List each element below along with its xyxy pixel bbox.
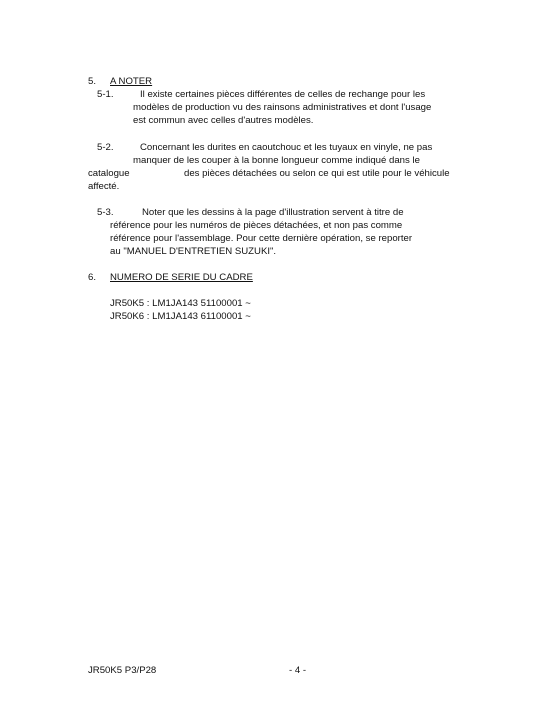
item-5-3-line-2: référence pour les numéros de pièces détachées, et non pas comme bbox=[110, 220, 403, 231]
item-5-1-line-3: est commun avec celles d'autres modèles. bbox=[133, 115, 314, 126]
footer-page-number: - 4 - bbox=[289, 665, 307, 676]
section-6-title: NUMERO DE SERIE DU CADRE bbox=[110, 272, 253, 283]
serial-entry-jr50k5: JR50K5 : LM1JA143 51100001 ~ bbox=[110, 298, 251, 309]
item-5-3-number: 5-3. bbox=[97, 207, 114, 218]
item-5-2-line-4: des pièces détachées ou selon ce qui est utile pour le véhicule bbox=[184, 168, 450, 179]
serial-entry-jr50k6: JR50K6 : LM1JA143 61100001 ~ bbox=[110, 311, 251, 322]
section-5-number: 5. bbox=[88, 76, 97, 87]
section-6-number: 6. bbox=[88, 272, 97, 283]
item-5-2-number: 5-2. bbox=[97, 142, 114, 153]
item-5-1-number: 5-1. bbox=[97, 89, 114, 100]
item-5-2-line-2: manquer de les couper à la bonne longueur comme indiqué dans le bbox=[133, 155, 420, 166]
item-5-1-line-2: modèles de production vu des rainsons administratives et dont l'usage bbox=[133, 102, 432, 113]
section-5-title: A NOTER bbox=[110, 76, 153, 87]
item-5-1-line-1: Il existe certaines pièces différentes de celles de rechange pour les bbox=[140, 89, 426, 100]
footer-model: JR50K5 P3/P28 bbox=[88, 665, 157, 676]
item-5-2-line-1: Concernant les durites en caoutchouc et les tuyaux en vinyle, ne pas bbox=[140, 142, 433, 153]
item-5-3-line-3: référence pour l'assemblage. Pour cette dernière opération, se reporter bbox=[110, 233, 413, 244]
item-5-2-line-5: affecté. bbox=[88, 181, 120, 192]
item-5-3-line-1: Noter que les dessins à la page d'illustration servent à titre de bbox=[142, 207, 404, 218]
item-5-3-line-4: au "MANUEL D'ENTRETIEN SUZUKI". bbox=[110, 246, 277, 257]
item-5-2-line-3: catalogue bbox=[88, 168, 130, 179]
